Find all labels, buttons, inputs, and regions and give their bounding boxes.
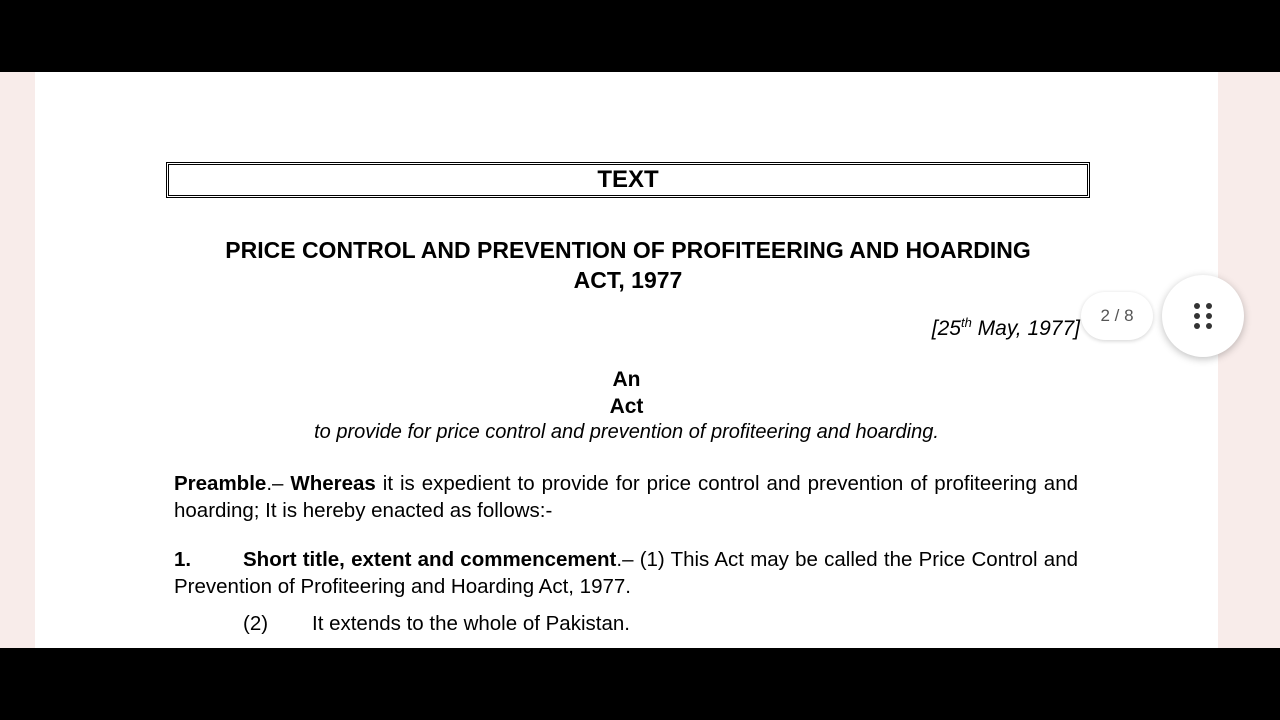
section-1-text: .– (1) This Act may be called the Price Control and Prevention of Profiteering and Hoarding Act, 1977. (174, 548, 1078, 598)
dots-grid-icon (1193, 302, 1213, 330)
section-1-paragraph (174, 546, 1078, 600)
an-label: An (612, 368, 641, 391)
text-heading-box (166, 162, 1090, 198)
subsection-2-text: It extends to the whole of Pakistan. (312, 612, 630, 635)
document-viewer[interactable] (0, 72, 1280, 648)
act-label: Act (609, 395, 644, 418)
date-superscript: th (960, 315, 972, 330)
preamble-text: it is expedient to provide for price control and prevention of profiteering and hoarding; It is hereby enacted as follows:- (174, 472, 1078, 522)
act-purpose: to provide for price control and prevention of profiteering and hoarding. (314, 421, 939, 443)
section-1-heading: Short title, extent and commencement (243, 548, 617, 571)
preamble-dash: .– (266, 472, 291, 495)
page-indicator: 2 / 8 (1081, 292, 1153, 340)
document-page (35, 72, 1218, 648)
subsection-2 (243, 612, 630, 636)
section-1-number: 1. (174, 548, 192, 571)
page-grid-button[interactable] (1162, 275, 1244, 357)
subsection-2-number: (2) (243, 612, 269, 635)
box-heading: TEXT (597, 166, 659, 193)
preamble-paragraph (174, 470, 1078, 524)
enactment-date (932, 315, 1080, 341)
date-prefix: [25 (931, 317, 961, 340)
title-line-2: ACT, 1977 (573, 267, 683, 293)
preamble-label: Preamble (174, 472, 267, 495)
date-suffix: May, 1977] (971, 317, 1080, 340)
preamble-whereas: Whereas (290, 472, 376, 495)
act-title (166, 235, 1090, 295)
title-line-1: PRICE CONTROL AND PREVENTION OF PROFITEERING AND HOARDING (225, 237, 1031, 263)
